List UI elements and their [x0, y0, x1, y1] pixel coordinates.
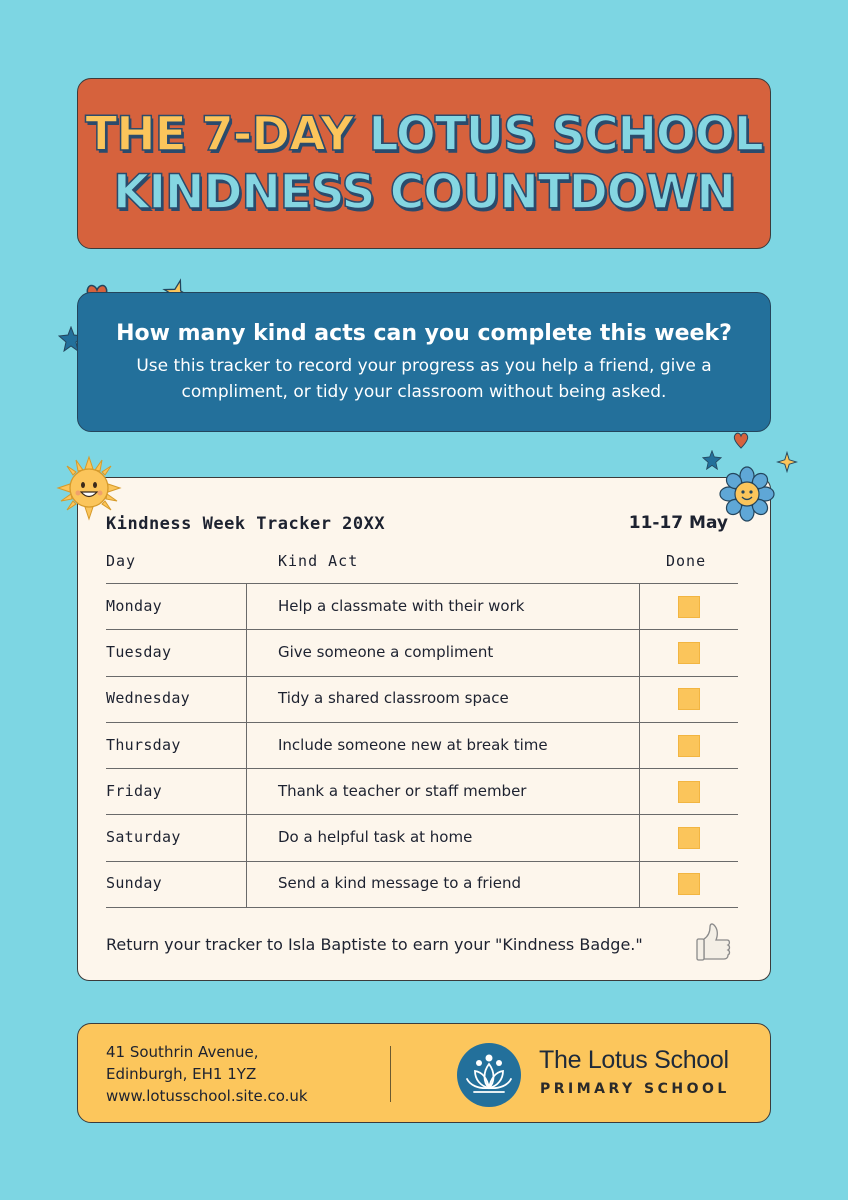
table-row — [106, 769, 738, 815]
page-title-line-1 — [85, 106, 763, 164]
done-cell — [640, 769, 738, 814]
kind-act-cell: Do a helpful task at home — [247, 815, 640, 860]
day-cell: Thursday — [106, 723, 247, 768]
tracker-footer-note: Return your tracker to Isla Baptiste to earn your "Kindness Badge." — [106, 935, 643, 954]
column-header-done: Done — [666, 552, 707, 570]
table-row — [106, 723, 738, 769]
school-name: The Lotus School — [539, 1046, 729, 1074]
kind-act-cell: Tidy a shared classroom space — [247, 677, 640, 722]
done-cell — [640, 723, 738, 768]
done-checkbox[interactable] — [678, 735, 700, 757]
column-header-day: Day — [106, 552, 137, 570]
day-cell: Tuesday — [106, 630, 247, 675]
kind-act-cell: Thank a teacher or staff member — [247, 769, 640, 814]
star-icon — [776, 451, 798, 473]
title-part-1: THE 7-DAY — [85, 106, 354, 162]
tracker-title: Kindness Week Tracker 20XX — [106, 514, 386, 534]
day-cell: Saturday — [106, 815, 247, 860]
tracker-date: 11-17 May — [628, 513, 728, 533]
heart-icon — [732, 430, 750, 450]
done-checkbox[interactable] — [678, 688, 700, 710]
done-checkbox[interactable] — [678, 781, 700, 803]
done-cell — [640, 677, 738, 722]
table-row — [106, 677, 738, 723]
school-address — [106, 1041, 308, 1107]
intro-text: Use this tracker to record your progress as you help a friend, give a compliment, or tidy your classroom without being asked. — [136, 356, 712, 402]
page-title-line-2: KINDNESS COUNTDOWN — [113, 164, 735, 220]
lotus-logo-icon — [456, 1042, 522, 1108]
done-checkbox[interactable] — [678, 596, 700, 618]
sun-icon — [56, 455, 122, 521]
day-cell: Friday — [106, 769, 247, 814]
kind-act-cell: Give someone a compliment — [247, 630, 640, 675]
table-row — [106, 584, 738, 630]
day-cell: Sunday — [106, 862, 247, 907]
table-row — [106, 862, 738, 908]
table-row — [106, 630, 738, 676]
school-subtitle: PRIMARY SCHOOL — [540, 1081, 730, 1097]
flower-icon — [719, 466, 775, 522]
intro-card — [77, 292, 771, 432]
tracker-table — [106, 583, 738, 908]
done-cell — [640, 815, 738, 860]
address-line-1: 41 Southrin Avenue, — [106, 1043, 259, 1061]
done-cell — [640, 584, 738, 629]
kind-act-cell: Help a classmate with their work — [247, 584, 640, 629]
footer-card — [77, 1023, 771, 1123]
intro-question: How many kind acts can you complete this week? — [116, 321, 732, 346]
table-row — [106, 815, 738, 861]
address-line-2: Edinburgh, EH1 1YZ — [106, 1065, 257, 1083]
day-cell: Wednesday — [106, 677, 247, 722]
done-checkbox[interactable] — [678, 873, 700, 895]
footer-divider — [390, 1046, 391, 1102]
done-checkbox[interactable] — [678, 642, 700, 664]
done-cell — [640, 630, 738, 675]
kind-act-cell: Include someone new at break time — [247, 723, 640, 768]
day-cell: Monday — [106, 584, 247, 629]
title-banner — [77, 78, 771, 249]
done-checkbox[interactable] — [678, 827, 700, 849]
column-header-act: Kind Act — [278, 552, 359, 570]
tracker-card — [77, 477, 771, 981]
kind-act-cell: Send a kind message to a friend — [247, 862, 640, 907]
title-part-2: LOTUS SCHOOL — [368, 106, 763, 162]
done-cell — [640, 862, 738, 907]
thumbs-up-icon — [694, 919, 732, 963]
website-link[interactable]: www.lotusschool.site.co.uk — [106, 1087, 308, 1105]
